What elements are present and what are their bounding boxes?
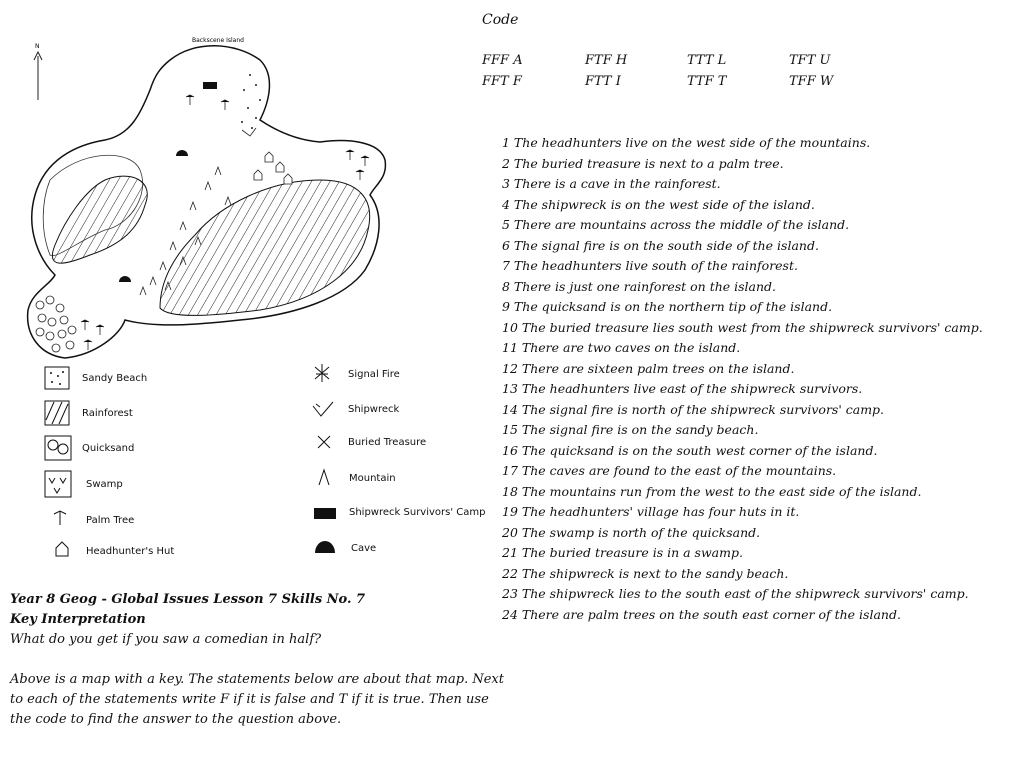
statement: 18 The mountains run from the west to the east side of the island.	[502, 483, 922, 499]
quicksand-icon	[44, 435, 72, 461]
statement: 5 There are mountains across the middle of the island.	[502, 217, 850, 232]
worksheet-title: Year 8 Geog - Global Issues Lesson 7 Skills No. 7	[10, 592, 366, 607]
statement: 14 The signal fire is north of the shipwreck survivors' camp.	[502, 401, 885, 417]
code-title: Code	[482, 12, 519, 28]
code-cell: TFT U	[789, 53, 831, 68]
key-label-buried-treasure: Buried Treasure	[348, 437, 427, 448]
key-label-quicksand: Quicksand	[82, 443, 135, 454]
statement: 10 The buried treasure lies south west from the shipwreck survivors' camp.	[502, 319, 983, 335]
code-cell: FFF A	[482, 53, 523, 68]
key-label-swamp: Swamp	[86, 479, 123, 490]
worksheet-subtitle: Key Interpretation	[10, 612, 146, 627]
key-label-sandy-beach: Sandy Beach	[82, 373, 148, 384]
code-cell: FFT F	[482, 74, 522, 89]
mountain-icon	[316, 468, 332, 486]
island-map	[20, 30, 420, 360]
statement: 2 The buried treasure is next to a palm tree.	[502, 155, 784, 171]
statement: 13 The headhunters live east of the shipwreck survivors.	[502, 381, 863, 396]
swamp-icon	[44, 470, 72, 498]
key-label-headhunters-hut: Headhunter's Hut	[86, 546, 175, 557]
statement: 24 There are palm trees on the south east corner of the island.	[502, 606, 901, 622]
statement: 16 The quicksand is on the south west corner of the island.	[502, 442, 878, 458]
statement: 21 The buried treasure is in a swamp.	[502, 545, 743, 560]
code-cell: TFF W	[789, 74, 834, 89]
statement: 17 The caves are found to the east of the mountains.	[502, 463, 837, 478]
shipwreck-icon	[310, 398, 336, 420]
key-label-rainforest: Rainforest	[82, 408, 133, 419]
code-cell: TTF T	[687, 74, 727, 89]
statement: 4 The shipwreck is on the west side of the island.	[502, 196, 815, 212]
statement: 22 The shipwreck is next to the sandy beach.	[502, 565, 789, 581]
rainforest-icon	[44, 400, 70, 426]
statement: 7 The headhunters live south of the rainforest.	[502, 258, 798, 273]
statement: 15 The signal fire is on the sandy beach.	[502, 422, 759, 437]
statement-list	[502, 133, 983, 625]
statement: 9 The quicksand is on the northern tip of the island.	[502, 299, 833, 314]
statement: 20 The swamp is north of the quicksand.	[502, 524, 761, 540]
worksheet-intro	[10, 590, 510, 730]
statement: 12 There are sixteen palm trees on the island.	[502, 360, 795, 376]
statement: 23 The shipwreck lies to the south east of the shipwreck survivors' camp.	[502, 586, 969, 601]
signal-fire-icon	[312, 362, 332, 384]
riddle-question: What do you get if you saw a comedian in half?	[10, 632, 322, 647]
instructions: Above is a map with a key. The statements below are about that map. Next to each of the statements write F if it is false and T if it is true. Then use the code to find the answer to the question above.	[10, 672, 504, 727]
statement: 3 There is a cave in the rainforest.	[502, 176, 721, 191]
statement: 8 There is just one rainforest on the island.	[502, 278, 777, 294]
camp-icon	[313, 507, 337, 521]
camp-icon	[203, 82, 217, 89]
sandy-beach-icon	[44, 366, 70, 390]
cave-icon	[314, 538, 336, 554]
statement: 6 The signal fire is on the south side of the island.	[502, 237, 819, 253]
code-cell: FTT I	[585, 74, 621, 89]
key-label-mountain: Mountain	[349, 473, 396, 484]
buried-treasure-icon	[316, 434, 332, 450]
key-label-signal-fire: Signal Fire	[348, 369, 400, 380]
hut-icon	[54, 540, 70, 558]
statement: 19 The headhunters' village has four huts in it.	[502, 504, 800, 519]
statement: 1 The headhunters live on the west side of the mountains.	[502, 135, 871, 150]
key-label-cave: Cave	[351, 543, 377, 554]
code-cell: FTF H	[585, 53, 628, 68]
key-label-palm-tree: Palm Tree	[86, 515, 135, 526]
north-label: N	[35, 43, 40, 50]
key-label-shipwreck: Shipwreck	[348, 404, 400, 415]
code-cell: TTT L	[687, 53, 727, 68]
island-name: Backscene Island	[192, 37, 244, 44]
key-label-survivors-camp: Shipwreck Survivors' Camp	[349, 507, 486, 518]
north-arrow-icon	[34, 43, 42, 100]
statement: 11 There are two caves on the island.	[502, 340, 741, 355]
palm-tree-icon	[52, 508, 68, 526]
